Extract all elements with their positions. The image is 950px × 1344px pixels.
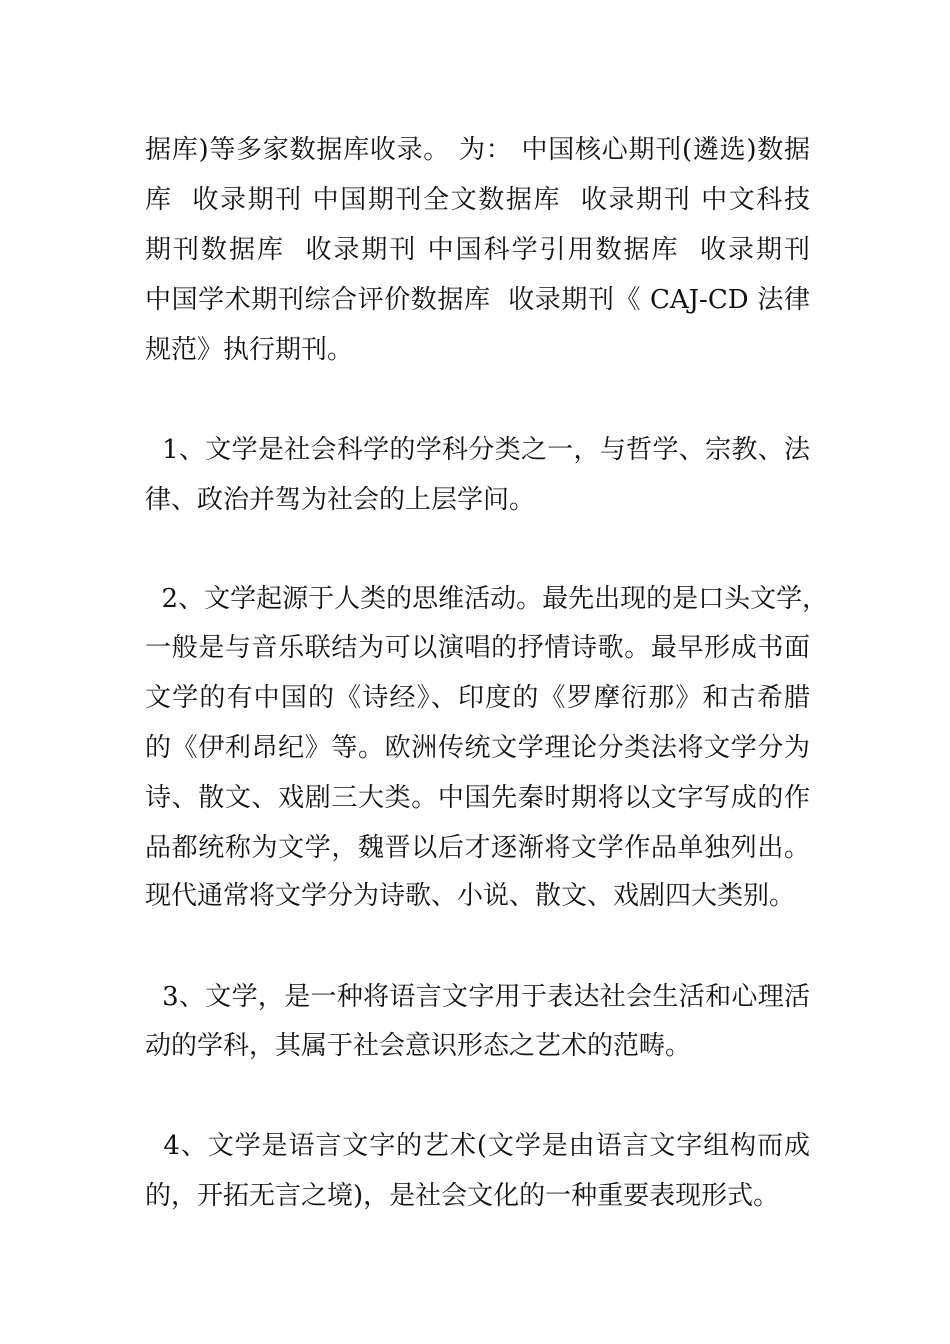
text-line: 文学的有中国的《诗经》、印度的《罗摩衍那》和古希腊 <box>145 683 810 713</box>
text-line: 1、文学是社会科学的学科分类之一，与哲学、宗教、法 <box>145 435 810 465</box>
text-line: 的，开拓无言之境)，是社会文化的一种重要表现形式。 <box>145 1181 780 1211</box>
text-line: 2、文学起源于人类的思维活动。最先出现的是口头文学， <box>145 584 829 614</box>
text-line: 期刊数据库 收录期刊 中国科学引用数据库 收录期刊 <box>145 235 810 265</box>
text-line: 规范》执行期刊。 <box>145 335 354 365</box>
text-line: 动的学科，其属于社会意识形态之艺术的范畴。 <box>145 1031 692 1061</box>
text-line: 律、政治并驾为社会的上层学问。 <box>145 485 536 515</box>
text-line: 的《伊利昂纪》等。欧洲传统文学理论分类法将文学分为 <box>145 733 810 763</box>
text-line: 现代通常将文学分为诗歌、小说、散文、戏剧四大类别。 <box>145 881 796 911</box>
text-line: 品都统称为文学，魏晋以后才逐渐将文学作品单独列出。 <box>145 833 810 863</box>
text-line: 一般是与音乐联结为可以演唱的抒情诗歌。最早形成书面 <box>145 633 810 663</box>
text-line: 据库)等多家数据库收录。 为： 中国核心期刊(遴选)数据 <box>145 135 810 165</box>
text-line: 4、文学是语言文字的艺术(文学是由语言文字组构而成 <box>145 1131 810 1161</box>
text-line: 中国学术期刊综合评价数据库 收录期刊《 CAJ-CD 法律 <box>145 285 810 315</box>
text-line: 诗、散文、戏剧三大类。中国先秦时期将以文字写成的作 <box>145 783 810 813</box>
text-line: 3、文学，是一种将语言文字用于表达社会生活和心理活 <box>145 982 810 1012</box>
text-line: 库 收录期刊 中国期刊全文数据库 收录期刊 中文科技 <box>145 185 810 215</box>
